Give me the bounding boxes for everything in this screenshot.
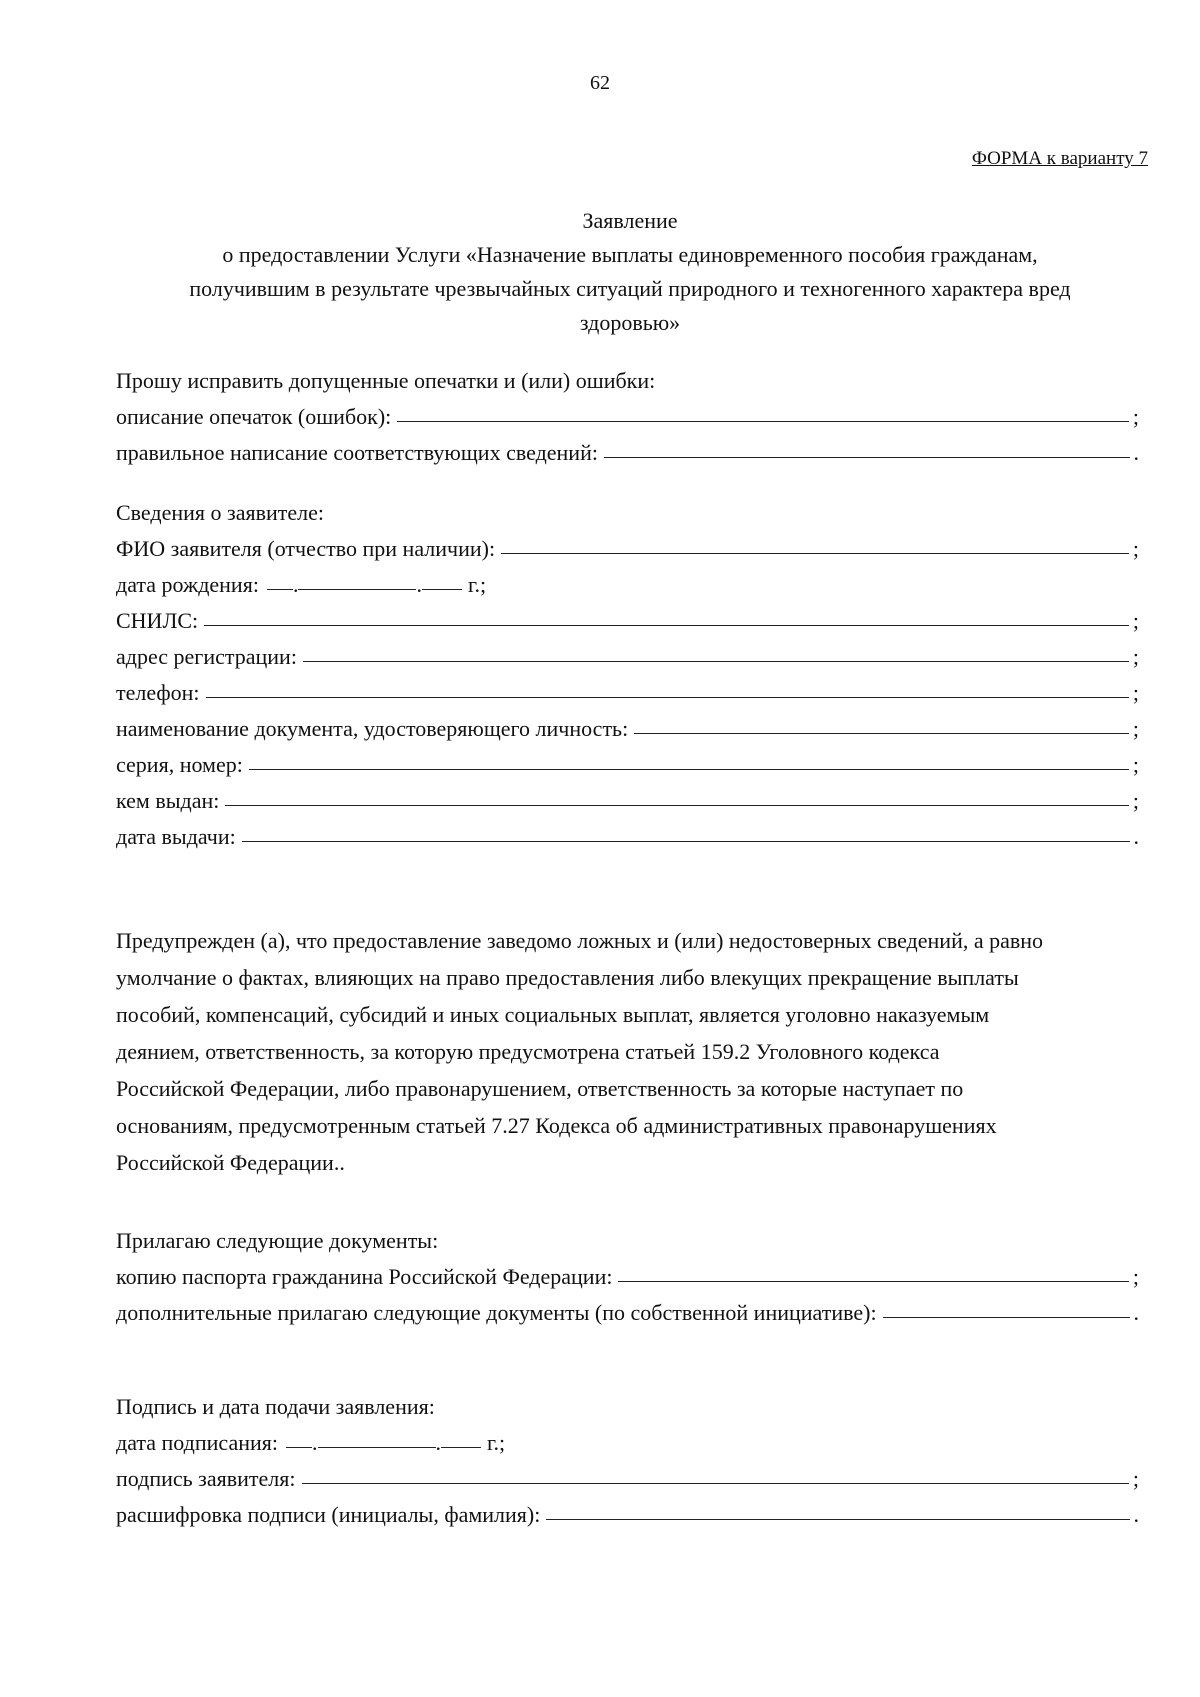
- title-line-3: получившим в результате чрезвычайных ситуаций природного и техногенного характера вред: [189, 276, 1071, 301]
- warning-line-3: пособий, компенсаций, субсидий и иных социальных выплат, является уголовно наказуемым: [116, 1002, 990, 1027]
- semicolon: ;: [1132, 680, 1139, 705]
- series-line[interactable]: [249, 768, 1129, 770]
- correct-spelling-label: правильное написание соответствующих сведений:: [116, 440, 598, 465]
- issue-date-line[interactable]: [242, 840, 1130, 842]
- signature-decoding-field[interactable]: [116, 1492, 1139, 1528]
- signature-decoding-label: расшифровка подписи (инициалы, фамилия):: [116, 1502, 541, 1527]
- document-title: [130, 204, 1130, 340]
- semicolon: ;: [1132, 788, 1139, 813]
- correct-spelling-field[interactable]: [116, 430, 1139, 466]
- issue-date-label: дата выдачи:: [116, 824, 236, 849]
- series-label: серия, номер:: [116, 752, 243, 777]
- signature-field[interactable]: [116, 1456, 1139, 1492]
- typo-description-field[interactable]: [116, 394, 1139, 430]
- semicolon: ;: [1132, 644, 1139, 669]
- warning-paragraph: [116, 922, 1146, 1181]
- signature-line[interactable]: [302, 1482, 1129, 1484]
- snils-label: СНИЛС:: [116, 608, 199, 633]
- birth-year-line[interactable]: [422, 588, 462, 590]
- issued-by-label: кем выдан:: [116, 788, 220, 813]
- dot: .: [435, 1430, 441, 1455]
- id-doc-line[interactable]: [634, 732, 1129, 734]
- signature-section: [116, 1384, 1139, 1528]
- dot: .: [416, 572, 422, 597]
- applicant-section: [116, 490, 1139, 850]
- phone-line[interactable]: [206, 696, 1129, 698]
- passport-label: копию паспорта гражданина Российской Федерации:: [116, 1264, 613, 1289]
- semicolon: ;: [1132, 752, 1139, 777]
- snils-line[interactable]: [204, 624, 1129, 626]
- signature-label: подпись заявителя:: [116, 1466, 296, 1491]
- year-suffix: г.;: [487, 1430, 506, 1455]
- issued-by-field[interactable]: [116, 778, 1139, 814]
- signature-heading: Подпись и дата подачи заявления:: [116, 1394, 435, 1419]
- birth-date-field[interactable]: [116, 562, 1139, 598]
- birth-day-line[interactable]: [267, 588, 293, 590]
- address-label: адрес регистрации:: [116, 644, 297, 669]
- passport-line[interactable]: [618, 1280, 1128, 1282]
- warning-line-6: основаниям, предусмотренным статьей 7.27 Кодекса об административных правонарушениях: [116, 1113, 997, 1138]
- attachments-section: [116, 1218, 1139, 1326]
- phone-field[interactable]: [116, 670, 1139, 706]
- additional-docs-label: дополнительные прилагаю следующие документы (по собственной инициативе):: [116, 1300, 877, 1325]
- fio-line[interactable]: [501, 552, 1129, 554]
- form-reference: ФОРМА к варианту 7: [971, 148, 1148, 169]
- page-number: 62: [590, 72, 610, 94]
- period: .: [1133, 1300, 1139, 1325]
- additional-docs-field[interactable]: [116, 1290, 1139, 1326]
- address-field[interactable]: [116, 634, 1139, 670]
- sign-date-field[interactable]: [116, 1420, 1139, 1456]
- issue-date-field[interactable]: [116, 814, 1139, 850]
- applicant-heading: Сведения о заявителе:: [116, 500, 325, 525]
- semicolon: ;: [1132, 1264, 1139, 1289]
- period: .: [1133, 824, 1139, 849]
- fio-label: ФИО заявителя (отчество при наличии):: [116, 536, 496, 561]
- series-field[interactable]: [116, 742, 1139, 778]
- passport-field[interactable]: [116, 1254, 1139, 1290]
- attachments-heading: Прилагаю следующие документы:: [116, 1228, 439, 1253]
- address-line[interactable]: [303, 660, 1129, 662]
- id-doc-label: наименование документа, удостоверяющего личность:: [116, 716, 629, 741]
- semicolon: ;: [1132, 608, 1139, 633]
- typo-description-label: описание опечаток (ошибок):: [116, 404, 392, 429]
- phone-label: телефон:: [116, 680, 200, 705]
- semicolon: ;: [1132, 716, 1139, 741]
- title-line-2: о предоставлении Услуги «Назначение выплаты единовременного пособия гражданам,: [222, 242, 1038, 267]
- dot: .: [312, 1430, 318, 1455]
- semicolon: ;: [1132, 404, 1139, 429]
- additional-docs-line[interactable]: [883, 1316, 1130, 1318]
- signature-decoding-line[interactable]: [546, 1518, 1129, 1520]
- title-line-4: здоровью»: [579, 310, 681, 335]
- correct-spelling-line[interactable]: [604, 456, 1130, 458]
- warning-line-4: деянием, ответственность, за которую предусмотрена статьей 159.2 Уголовного кодекса: [116, 1039, 940, 1064]
- birth-date-label: дата рождения:: [116, 572, 259, 597]
- warning-line-5: Российской Федерации, либо правонарушением, ответственность за которые наступает по: [116, 1076, 964, 1101]
- period: .: [1133, 440, 1139, 465]
- title-line-1: Заявление: [582, 208, 678, 233]
- typo-description-line[interactable]: [397, 420, 1129, 422]
- corrections-heading: Прошу исправить допущенные опечатки и (или) ошибки:: [116, 368, 656, 393]
- warning-line-2: умолчание о фактах, влияющих на право предоставления либо влекущих прекращение выплаты: [116, 965, 1019, 990]
- issued-by-line[interactable]: [225, 804, 1129, 806]
- sign-day-line[interactable]: [286, 1446, 312, 1448]
- id-doc-field[interactable]: [116, 706, 1139, 742]
- semicolon: ;: [1132, 1466, 1139, 1491]
- fio-field[interactable]: [116, 526, 1139, 562]
- corrections-section: [116, 358, 1139, 466]
- semicolon: ;: [1132, 536, 1139, 561]
- dot: .: [292, 572, 299, 597]
- snils-field[interactable]: [116, 598, 1139, 634]
- warning-line-7: Российской Федерации..: [116, 1150, 345, 1175]
- sign-year-line[interactable]: [441, 1446, 481, 1448]
- year-suffix: г.;: [467, 572, 487, 597]
- sign-month-line[interactable]: [318, 1446, 436, 1448]
- period: .: [1133, 1502, 1139, 1527]
- birth-month-line[interactable]: [298, 588, 416, 590]
- sign-date-label: дата подписания:: [116, 1430, 278, 1455]
- warning-line-1: Предупрежден (а), что предоставление заведомо ложных и (или) недостоверных сведений, а равно: [116, 928, 1044, 953]
